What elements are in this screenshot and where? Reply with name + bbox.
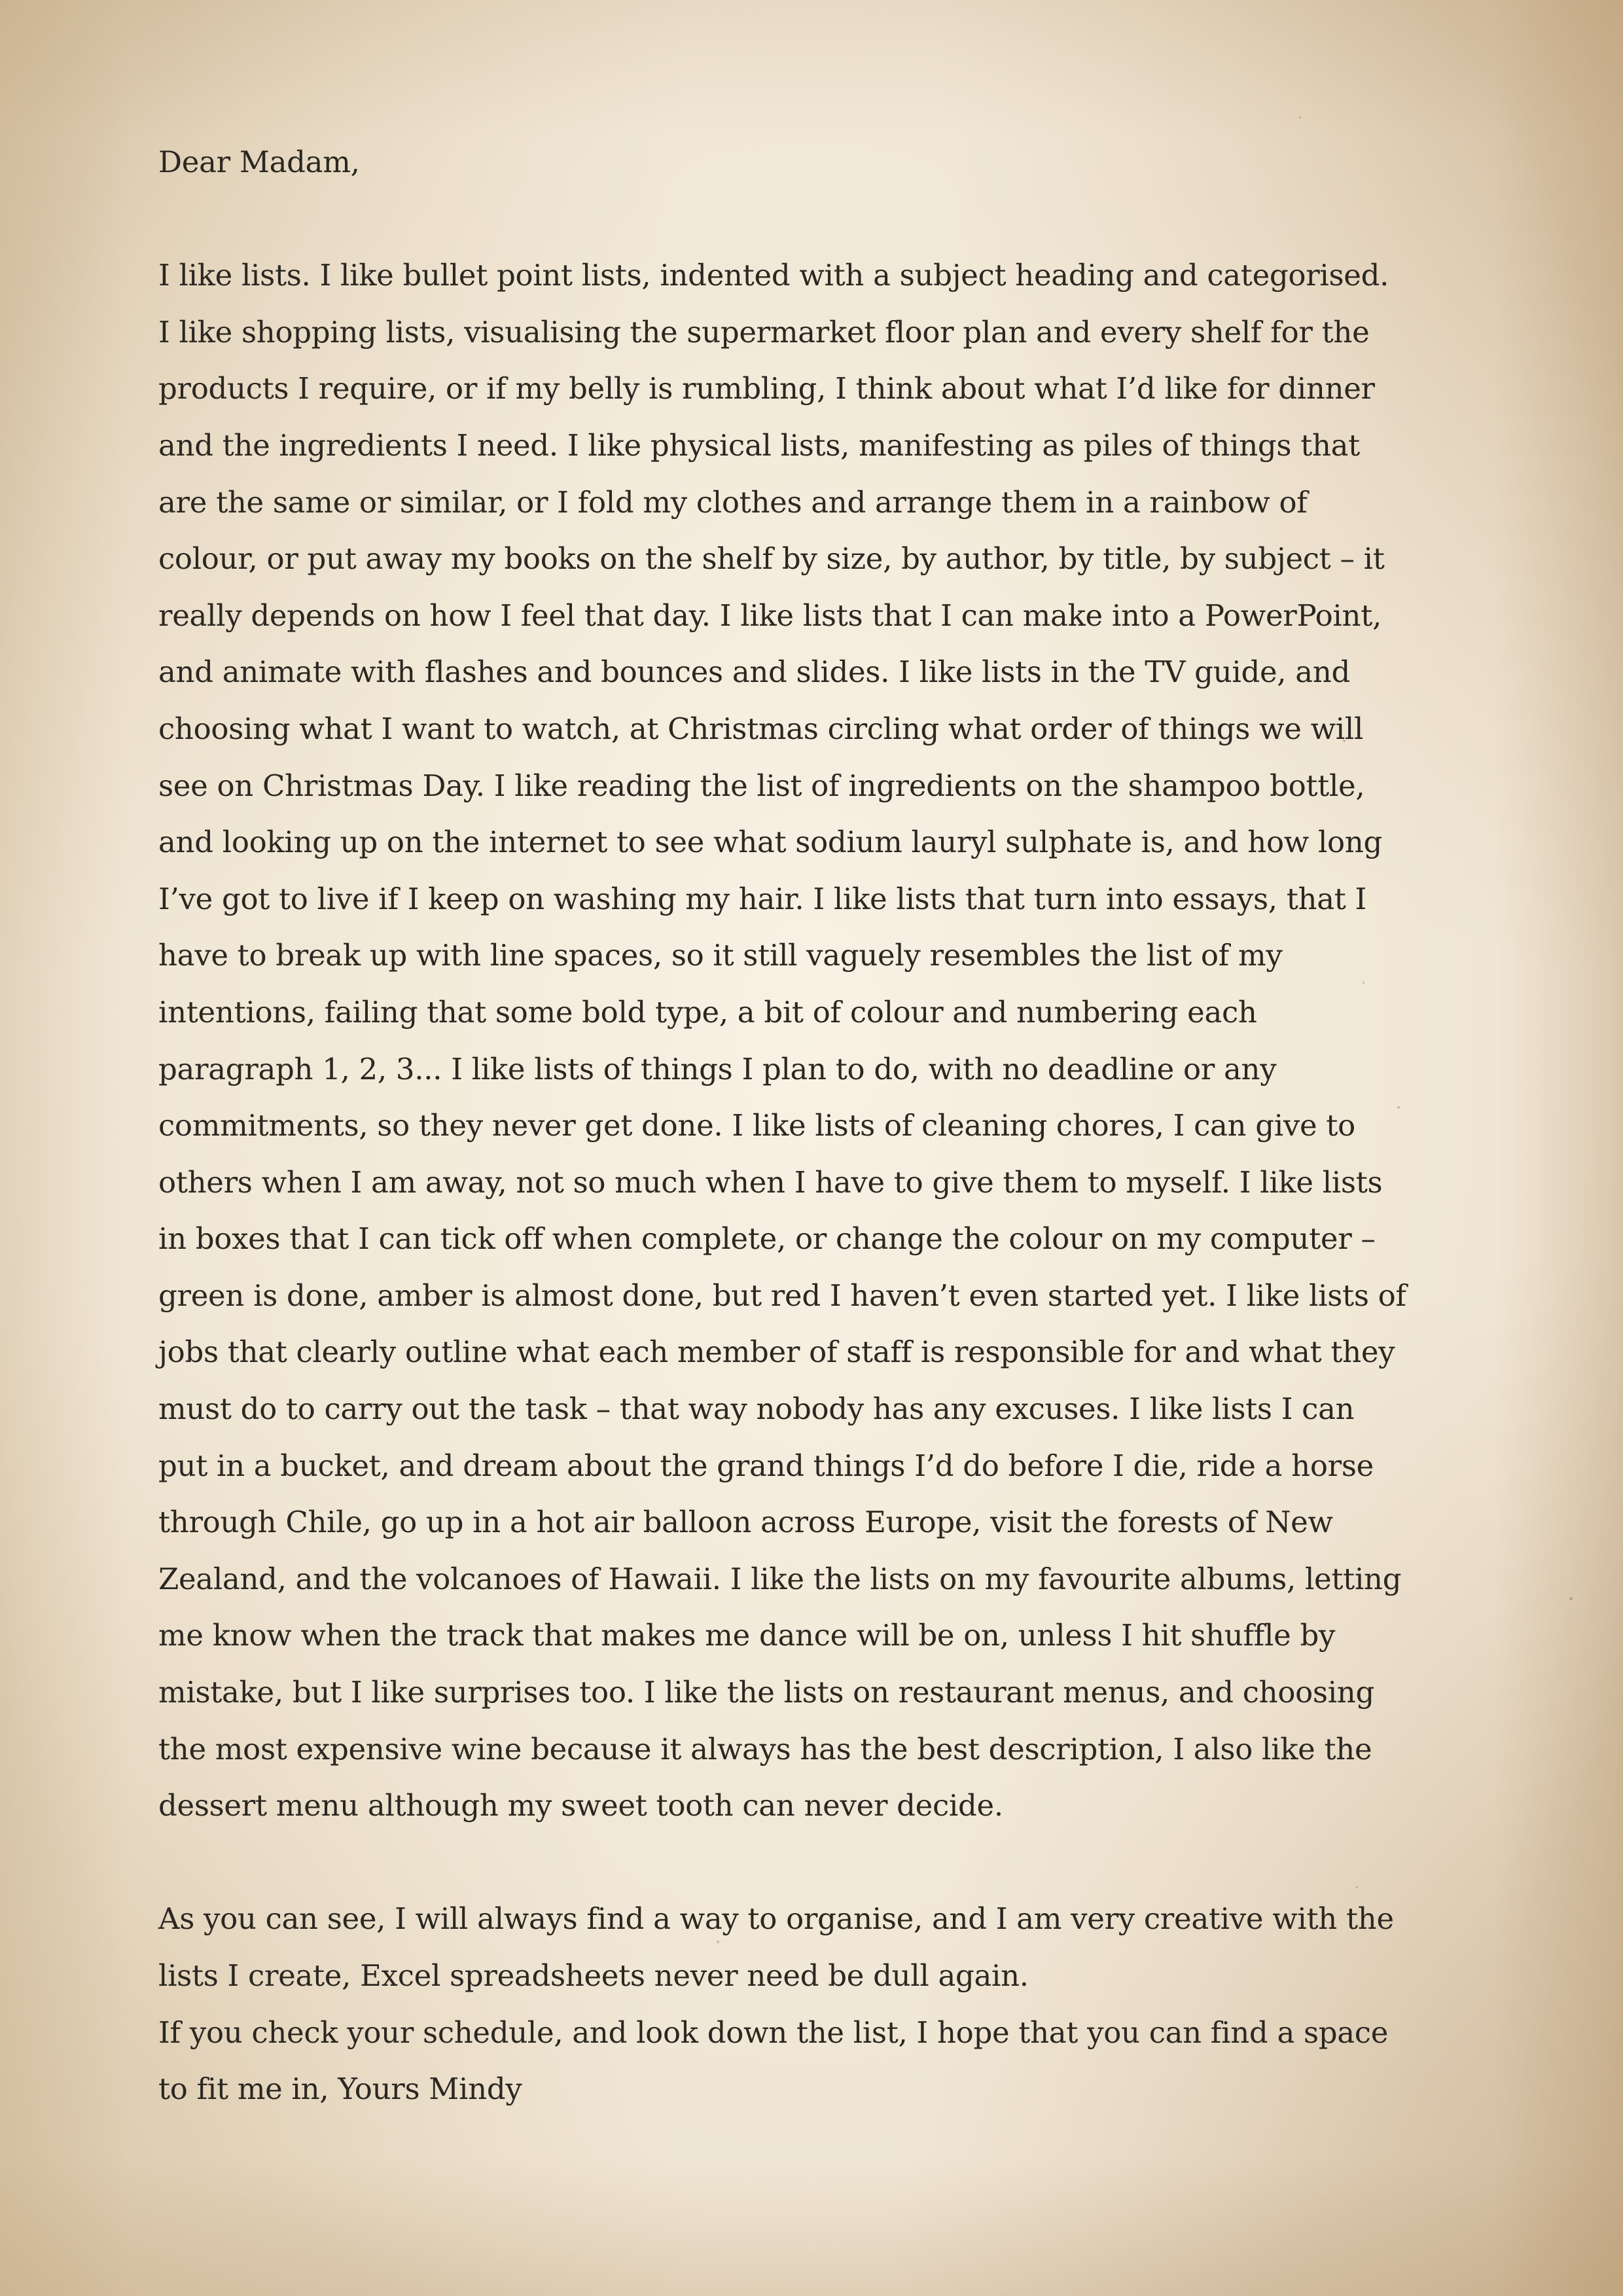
text-line: Zealand, and the volcanoes of Hawaii. I like the lists on my favourite albums, letting <box>158 1561 1402 1596</box>
signoff-line: to fit me in, Yours Mindy <box>158 2072 522 2107</box>
text-line: have to break up with line spaces, so it still vaguely resembles the list of my <box>158 938 1283 973</box>
text-line: green is done, amber is almost done, but red I haven’t even started yet. I like lists of <box>158 1278 1406 1313</box>
letter-body <box>158 134 1474 2118</box>
text-line: colour, or put away my books on the shelf by size, by author, by title, by subject – it <box>158 541 1385 577</box>
paper-speck <box>1299 117 1301 118</box>
text-line: I’ve got to live if I keep on washing my hair. I like lists that turn into essays, that I <box>158 881 1367 916</box>
text-line: As you can see, I will always find a way to organise, and I am very creative with the <box>158 1901 1394 1937</box>
text-line: the most expensive wine because it always has the best description, I also like the <box>158 1731 1372 1767</box>
text-line: lists I create, Excel spreadsheets never need be dull again. <box>158 1958 1029 1993</box>
text-line: paragraph 1, 2, 3... I like lists of things I plan to do, with no deadline or any <box>158 1051 1277 1086</box>
text-line: put in a bucket, and dream about the grand things I’d do before I die, ride a horse <box>158 1448 1374 1483</box>
paragraph-gap <box>158 191 1474 248</box>
text-line: If you check your schedule, and look down the list, I hope that you can find a space <box>158 2015 1389 2050</box>
text-line: must do to carry out the task – that way nobody has any excuses. I like lists I can <box>158 1391 1355 1427</box>
text-line: are the same or similar, or I fold my clothes and arrange them in a rainbow of <box>158 484 1308 520</box>
paper-speck <box>1569 1597 1573 1600</box>
text-line: and looking up on the internet to see what sodium lauryl sulphate is, and how long <box>158 825 1383 860</box>
text-line: really depends on how I feel that day. I like lists that I can make into a PowerPoint, <box>158 598 1382 633</box>
text-line: mistake, but I like surprises too. I like the lists on restaurant menus, and choosing <box>158 1675 1374 1710</box>
text-line: dessert menu although my sweet tooth can never decide. <box>158 1788 1003 1823</box>
text-line: intentions, failing that some bold type, a bit of colour and numbering each <box>158 994 1257 1030</box>
text-line: and animate with flashes and bounces and slides. I like lists in the TV guide, and <box>158 655 1351 690</box>
text-line: in boxes that I can tick off when complete, or change the colour on my computer – <box>158 1221 1376 1257</box>
text-line: products I require, or if my belly is rumbling, I think about what I’d like for dinner <box>158 371 1375 406</box>
salutation: Dear Madam, <box>158 145 360 179</box>
text-line: I like shopping lists, visualising the supermarket floor plan and every shelf for the <box>158 314 1370 350</box>
text-line: I like lists. I like bullet point lists, indented with a subject heading and categorised. <box>158 258 1389 293</box>
text-line: through Chile, go up in a hot air balloon across Europe, visit the forests of New <box>158 1505 1333 1540</box>
text-line: and the ingredients I need. I like physical lists, manifesting as piles of things that <box>158 427 1360 463</box>
paragraph-1 <box>158 247 1474 1835</box>
text-line: jobs that clearly outline what each member of staff is responsible for and what they <box>158 1335 1395 1370</box>
text-line: see on Christmas Day. I like reading the list of ingredients on the shampoo bottle, <box>158 768 1365 803</box>
paragraph-gap <box>158 1835 1474 1892</box>
text-line: commitments, so they never get done. I like lists of cleaning chores, I can give to <box>158 1108 1355 1143</box>
text-line: others when I am away, not so much when I have to give them to myself. I like lists <box>158 1164 1383 1200</box>
text-line: choosing what I want to watch, at Christmas circling what order of things we will <box>158 711 1364 746</box>
paragraph-2 <box>158 1891 1474 2117</box>
text-line: me know when the track that makes me dance will be on, unless I hit shuffle by <box>158 1618 1336 1653</box>
